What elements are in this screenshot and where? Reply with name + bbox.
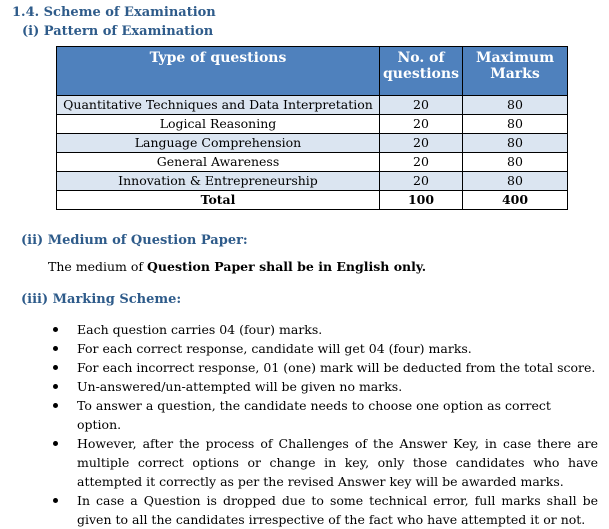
- table-row: [57, 134, 568, 153]
- cell-count: 20: [380, 134, 463, 153]
- total-marks: 400: [463, 191, 568, 210]
- cell-marks: 80: [463, 153, 568, 172]
- cell-count: 20: [380, 172, 463, 191]
- cell-marks: 80: [463, 96, 568, 115]
- medium-heading: (ii) Medium of Question Paper:: [21, 233, 248, 248]
- list-item: For each correct response, candidate will get 04 (four) marks.: [50, 339, 598, 358]
- cell-type: Logical Reasoning: [57, 115, 380, 134]
- table-row: [57, 115, 568, 134]
- cell-count: 20: [380, 153, 463, 172]
- header-count: No. of questions: [380, 47, 463, 96]
- cell-type: Innovation & Entrepreneurship: [57, 172, 380, 191]
- table-row: [57, 153, 568, 172]
- section-heading: 1.4. Scheme of Examination: [12, 5, 216, 20]
- total-count: 100: [380, 191, 463, 210]
- medium-text: [48, 259, 426, 274]
- list-item: However, after the process of Challenges of the Answer Key, in case there are multiple correct options or change in key, only those candidates who have attempted it correctly as per the revised Answer key will be awarded marks.: [50, 434, 598, 491]
- cell-type: General Awareness: [57, 153, 380, 172]
- cell-marks: 80: [463, 115, 568, 134]
- header-marks: Maximum Marks: [463, 47, 568, 96]
- pattern-heading: (i) Pattern of Examination: [22, 24, 214, 39]
- list-item: For each incorrect response, 01 (one) mark will be deducted from the total score.: [50, 358, 598, 377]
- cell-marks: 80: [463, 134, 568, 153]
- table-header-row: [57, 47, 568, 96]
- table-row: [57, 172, 568, 191]
- cell-count: 20: [380, 96, 463, 115]
- list-item: Each question carries 04 (four) marks.: [50, 320, 598, 339]
- header-type: Type of questions: [57, 47, 380, 96]
- cell-type: Quantitative Techniques and Data Interpretation: [57, 96, 380, 115]
- list-item: Un-answered/un-attempted will be given no marks.: [50, 377, 598, 396]
- total-label: Total: [57, 191, 380, 210]
- list-item: To answer a question, the candidate needs to choose one option as correct option.: [50, 396, 598, 434]
- medium-bold: Question Paper shall be in English only.: [147, 259, 427, 274]
- table-total-row: [57, 191, 568, 210]
- cell-marks: 80: [463, 172, 568, 191]
- marking-list: [50, 320, 598, 529]
- cell-count: 20: [380, 115, 463, 134]
- medium-prefix: The medium of: [48, 259, 148, 274]
- cell-type: Language Comprehension: [57, 134, 380, 153]
- marking-heading: (iii) Marking Scheme:: [21, 292, 182, 307]
- table-row: [57, 96, 568, 115]
- exam-pattern-table: [56, 46, 568, 210]
- list-item: In case a Question is dropped due to some technical error, full marks shall be given to all the candidates irrespective of the fact who have attempted it or not.: [50, 491, 598, 529]
